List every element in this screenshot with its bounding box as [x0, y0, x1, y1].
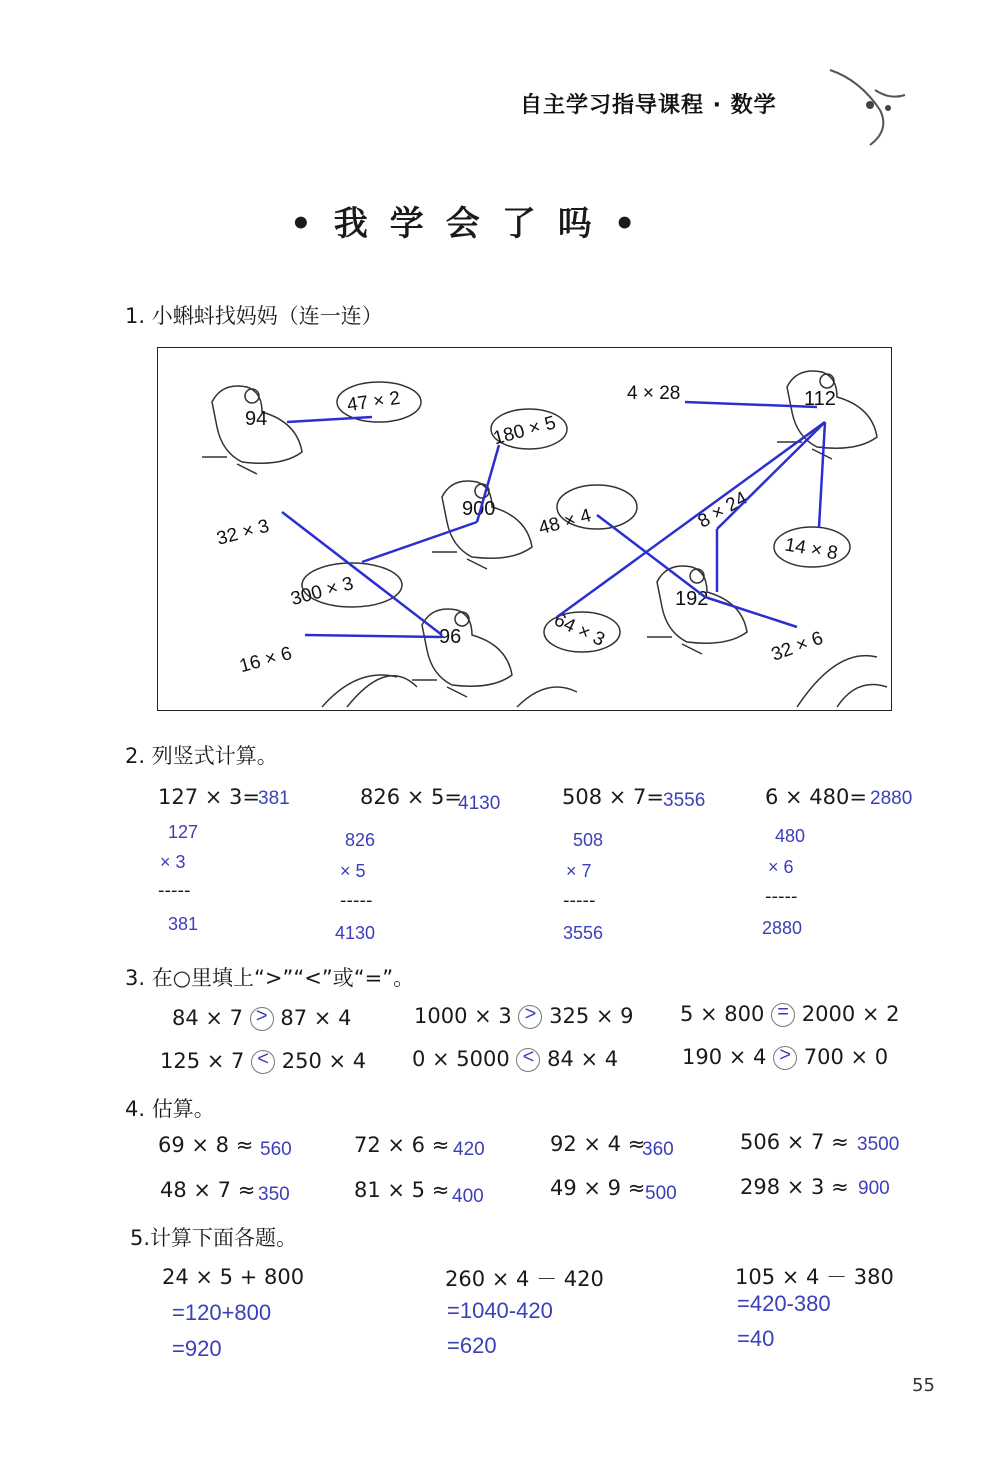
q5-step2-1: =920: [172, 1336, 222, 1361]
q2-vertical-line-1: -----: [158, 880, 191, 901]
q2-vertical-top-3: 508: [573, 830, 604, 850]
q2-vertical-mul-2: × 5: [340, 861, 366, 881]
q2-vertical-mul-1: × 3: [160, 852, 186, 872]
q2-answer-2: 4130: [458, 793, 501, 814]
q5-title: 5.计算下面各题。: [130, 1226, 298, 1250]
q3-compare-1: 84 × 7 > 87 × 4: [172, 1005, 352, 1030]
q2-expr-3: 508 × 7=: [562, 785, 664, 809]
tadpole-label: 32 × 3: [214, 515, 272, 550]
q4-expr: 298 × 3 ≈: [740, 1175, 849, 1199]
tadpole-label: 300 × 3: [288, 573, 356, 611]
tadpole-label: 14 × 8: [783, 534, 840, 565]
q2-vertical-result-2: 4130: [335, 923, 376, 943]
q4-expr: 72 × 6 ≈: [354, 1133, 450, 1157]
header-title: 自主学习指导课程 · 数学: [520, 93, 777, 118]
q4-answer: 500: [645, 1183, 677, 1204]
q4-answer: 900: [858, 1178, 890, 1199]
q2-answer-1: 381: [258, 788, 290, 809]
q5-step2-3: =40: [737, 1326, 775, 1351]
q2-vertical-line-2: -----: [340, 890, 373, 911]
compare-circle[interactable]: >: [518, 1005, 542, 1029]
q5-step2-2: =620: [447, 1333, 497, 1358]
frog-label-900: 900: [462, 498, 496, 520]
q4-expr: 49 × 9 ≈: [550, 1176, 646, 1200]
tadpole-label: 32 × 6: [768, 627, 826, 666]
q5-step1-2: =1040-420: [447, 1298, 553, 1323]
q3-compare-3: 5 × 800 = 2000 × 2: [680, 1001, 900, 1026]
q4-answer: 400: [452, 1186, 484, 1207]
q2-vertical-mul-4: × 6: [768, 857, 794, 877]
frog-icon: [647, 566, 747, 654]
q4-expr: 92 × 4 ≈: [550, 1132, 646, 1156]
frog-icon: [432, 481, 532, 569]
q3-compare-5: 0 × 5000 < 84 × 4: [412, 1046, 619, 1071]
q2-vertical-mul-3: × 7: [566, 861, 592, 881]
q2-vertical-result-3: 3556: [563, 923, 604, 943]
q2-vertical-result-4: 2880: [762, 918, 803, 938]
q4-answer: 560: [260, 1139, 292, 1160]
q2-expr-4: 6 × 480=: [765, 785, 867, 809]
q3-compare-4: 125 × 7 < 250 × 4: [160, 1048, 367, 1073]
q2-answer-4: 2880: [870, 788, 913, 809]
frog-label-94: 94: [245, 408, 268, 430]
q2-answer-3: 3556: [663, 790, 706, 811]
q5-step1-3: =420-380: [737, 1291, 831, 1316]
q4-answer: 350: [258, 1184, 290, 1205]
q1-title: 1. 小蝌蚪找妈妈（连一连）: [125, 304, 383, 328]
frog-label-96: 96: [439, 626, 462, 648]
q1-matching-illustration: [157, 347, 892, 711]
leaf-decoration-icon: [820, 50, 910, 150]
q4-expr: 506 × 7 ≈: [740, 1130, 849, 1154]
q4-expr: 48 × 7 ≈: [160, 1178, 256, 1202]
tadpole-label: 180 × 5: [490, 412, 559, 450]
q5-expr-2: 260 × 4 － 420: [445, 1267, 604, 1291]
q2-vertical-result-1: 381: [168, 914, 199, 934]
q4-answer: 360: [642, 1139, 674, 1160]
q4-expr: 81 × 5 ≈: [354, 1178, 450, 1202]
q2-title: 2. 列竖式计算。: [125, 744, 278, 768]
page-number: 55: [912, 1375, 935, 1396]
q3-title: 3. 在○里填上“>”“<”或“=”。: [125, 966, 415, 990]
frog-label-192: 192: [675, 588, 709, 610]
compare-circle[interactable]: =: [771, 1003, 795, 1027]
q5-step1-1: =120+800: [172, 1300, 272, 1325]
frog-icon: [202, 386, 302, 474]
q2-vertical-top-1: 127: [168, 822, 199, 842]
tadpole-label: 48 × 4: [536, 505, 594, 540]
tadpole-label: 64 × 3: [550, 609, 608, 651]
compare-circle[interactable]: >: [250, 1007, 274, 1031]
q2-expr-2: 826 × 5=: [360, 785, 462, 809]
section-title: •我学会了吗•: [290, 204, 658, 244]
q2-expr-1: 127 × 3=: [158, 785, 260, 809]
q4-answer: 3500: [857, 1134, 900, 1155]
q4-expr: 69 × 8 ≈: [158, 1133, 254, 1157]
q3-compare-2: 1000 × 3 > 325 × 9: [414, 1003, 634, 1028]
q4-answer: 420: [453, 1139, 485, 1160]
q5-expr-3: 105 × 4 － 380: [735, 1265, 894, 1289]
q5-expr-1: 24 × 5 + 800: [162, 1265, 305, 1289]
frog-label-112: 112: [804, 388, 836, 410]
tadpole-label: 4 × 28: [627, 383, 681, 404]
tadpole-label: 8 × 24: [694, 487, 752, 533]
tadpole-label: 47 × 2: [345, 387, 402, 417]
tadpole-label: 16 × 6: [237, 643, 295, 678]
compare-circle[interactable]: <: [516, 1048, 540, 1072]
q3-compare-6: 190 × 4 > 700 × 0: [682, 1044, 889, 1069]
q2-vertical-line-4: -----: [765, 886, 798, 907]
q4-title: 4. 估算。: [125, 1097, 215, 1121]
q2-vertical-top-2: 826: [345, 830, 376, 850]
compare-circle[interactable]: <: [251, 1050, 275, 1074]
compare-circle[interactable]: >: [773, 1046, 797, 1070]
q2-vertical-line-3: -----: [563, 890, 596, 911]
q2-vertical-top-4: 480: [775, 826, 806, 846]
